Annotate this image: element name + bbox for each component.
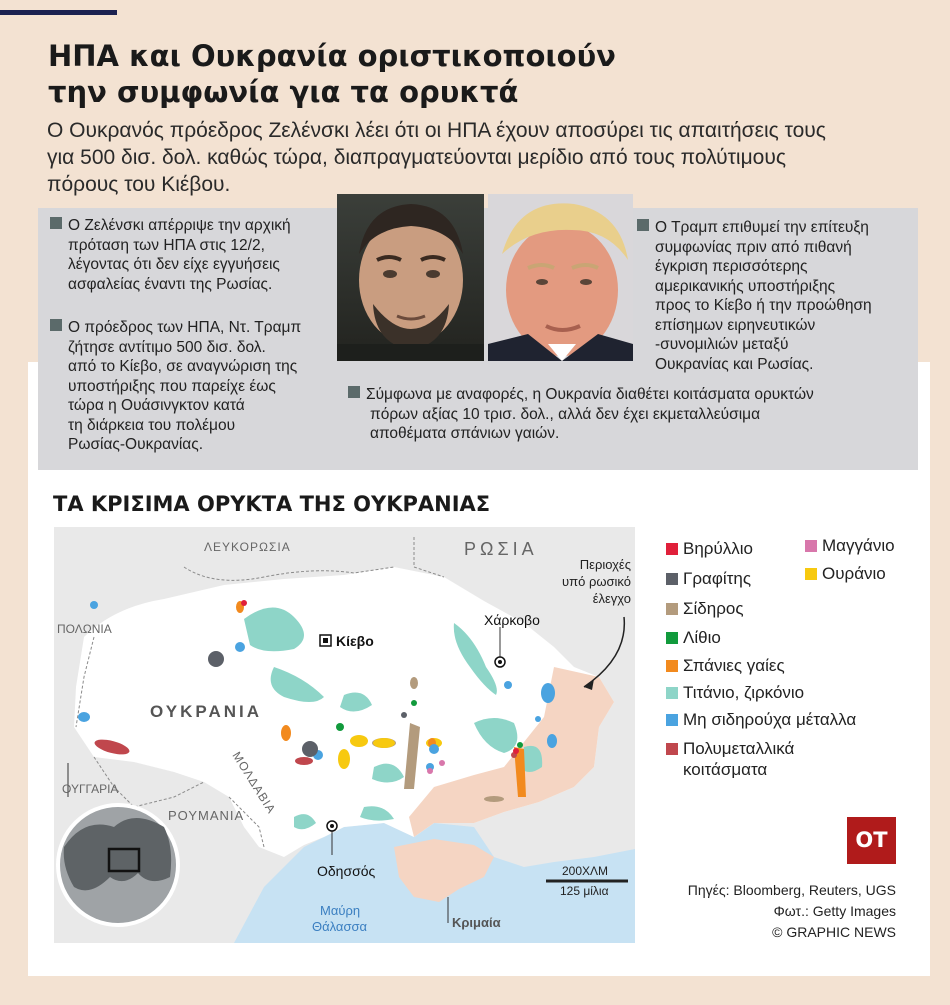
label-black-sea-1: Μαύρη <box>320 903 361 918</box>
legend-swatch <box>666 543 678 555</box>
title-line-2: την συμφωνία για τα ορυκτά <box>48 75 519 109</box>
zelensky-photo <box>337 194 484 361</box>
bullet-line: Σύμφωνα με αναφορές, η Ουκρανία διαθέτει κοιτάσματα ορυκτών <box>366 386 814 403</box>
bullet-line: τη διάρκεια του πολέμου <box>68 416 236 434</box>
label-russia: ΡΩΣΙΑ <box>464 539 538 559</box>
bullet-square-icon <box>50 217 62 229</box>
legend-label-line-1: Πολυμεταλλικά <box>683 739 795 758</box>
legend-label: Βηρύλλιο <box>683 539 753 558</box>
label-hungary: ΟΥΓΓΑΡΙΑ <box>62 782 119 796</box>
credits-photos: Φωτ.: Getty Images <box>773 903 896 919</box>
subtitle-line-3: πόρους του Κιέβου. <box>47 173 231 196</box>
legend-swatch <box>805 540 817 552</box>
legend-swatch <box>666 573 678 585</box>
label-belarus: ΛΕΥΚΟΡΩΣΙΑ <box>204 540 291 554</box>
bullet-line: Ο πρόεδρος των ΗΠΑ, Ντ. Τραμπ <box>68 319 302 336</box>
bullet-line: πόρων αξίας 10 τρισ. δολ., αλλά δεν έχει εκμεταλλεύσιμα <box>370 405 761 423</box>
scale-mi-label: 125 μίλια <box>560 884 609 898</box>
bullet-line: ζήτησε αντίτιμο 500 δισ. δολ. <box>68 338 266 356</box>
bullet-line: ασφαλείας έναντι της Ρωσίας. <box>68 275 273 293</box>
credits-sources: Πηγές: Bloomberg, Reuters, UGS <box>687 882 896 898</box>
legend-swatch <box>805 568 817 580</box>
label-kharkiv: Χάρκοβο <box>484 612 540 628</box>
subtitle-line-2: για 500 δισ. δολ. καθώς τώρα, διαπραγματεύονται μερίδιο από τους πολύτιμους <box>47 146 786 169</box>
credits-agency: © GRAPHIC NEWS <box>772 924 896 940</box>
label-romania: ΡΟΥΜΑΝΙΑ <box>168 808 245 823</box>
globe-locator <box>56 803 180 927</box>
bullet-line: αποθέματα σπάνιων γαιών. <box>370 425 560 442</box>
legend-label: Σίδηρος <box>683 599 744 618</box>
bullet-line: επίσημων ειρηνευτικών <box>655 316 816 334</box>
legend-swatch <box>666 714 678 726</box>
kharkiv-marker-icon <box>495 657 505 667</box>
label-occupied-1: Περιοχές <box>579 557 631 572</box>
bullet-line: προς το Κίεβο ή την προώθηση <box>655 297 872 314</box>
bullet-line: υποστήριξης που παρείχε έως <box>68 377 276 395</box>
credits <box>688 880 896 943</box>
label-moldova: ΜΟΛΔΑΒΙΑ <box>229 749 279 817</box>
bullet-line: έγκριση περισσότερης <box>655 258 808 275</box>
legend-label <box>683 738 794 780</box>
trump-photo <box>488 194 633 361</box>
label-crimea: Κριμαία <box>452 915 501 930</box>
bullet-line: -συνομιλιών μεταξύ <box>655 336 789 353</box>
label-kyiv: Κίεβο <box>336 633 374 649</box>
bullet-zelensky-rejected <box>50 216 330 294</box>
legend-label: Ουράνιο <box>822 564 886 583</box>
subtitle <box>47 117 917 198</box>
bullet-square-icon <box>348 386 360 398</box>
legend-swatch <box>666 743 678 755</box>
bullet-trump-deal <box>637 218 912 374</box>
bullet-line: λέγοντας ότι δεν είχε εγγυήσεις <box>68 256 280 273</box>
label-occupied-3: έλεγχο <box>592 591 631 606</box>
legend-label: Μαγγάνιο <box>822 536 895 555</box>
bullet-line: πρόταση των ΗΠΑ στις 12/2, <box>68 236 265 254</box>
label-ukraine: ΟΥΚΡΑΝΙΑ <box>150 702 262 721</box>
legend-label: Γραφίτης <box>683 569 752 588</box>
accent-bar <box>0 10 117 15</box>
legend-label-line-2: κοιτάσματα <box>683 760 768 779</box>
bullet-reserves <box>348 385 908 444</box>
bullet-line: Ρωσίας-Ουκρανίας. <box>68 436 204 453</box>
bullet-line: Ο Ζελένσκι απέρριψε την αρχική <box>68 217 291 234</box>
legend-label: Σπάνιες γαίες <box>683 656 785 675</box>
ot-logo: OT <box>847 817 896 864</box>
label-poland: ΠΟΛΩΝΙΑ <box>57 622 112 636</box>
bullet-line: Ο Τραμπ επιθυμεί την επίτευξη <box>655 219 869 236</box>
page-title <box>48 38 668 110</box>
bullet-square-icon <box>637 219 649 231</box>
bullet-line: από το Κίεβο, σε αναγνώριση της <box>68 358 298 375</box>
legend-label: Μη σιδηρούχα μέταλλα <box>683 710 857 729</box>
legend-swatch <box>666 632 678 644</box>
legend-swatch <box>666 603 678 615</box>
legend-swatch <box>666 660 678 672</box>
bullet-line: τώρα η Ουάσινγκτον κατά <box>68 397 245 414</box>
label-odesa: Οδησσός <box>317 863 376 879</box>
legend-swatch <box>666 687 678 699</box>
kyiv-marker-icon <box>320 635 331 646</box>
bullet-square-icon <box>50 319 62 331</box>
legend-label: Λίθιο <box>683 628 721 647</box>
bullet-line: συμφωνίας πριν από πιθανή <box>655 238 852 256</box>
title-line-1: ΗΠΑ και Ουκρανία οριστικοποιούν <box>48 39 616 73</box>
bullet-line: Ουκρανίας και Ρωσίας. <box>655 355 814 373</box>
odesa-marker-icon <box>327 821 337 831</box>
bullet-line: αμερικανικής υποστήριξης <box>655 277 836 295</box>
bullet-trump-demand <box>50 318 340 455</box>
label-black-sea-2: Θάλασσα <box>312 919 368 934</box>
scale-km-label: 200ΧΛΜ <box>562 864 609 878</box>
label-occupied-2: υπό ρωσικό <box>562 574 631 589</box>
minerals-map <box>54 527 635 943</box>
legend-label: Τιτάνιο, ζιρκόνιο <box>683 683 805 702</box>
map-title: ΤΑ ΚΡΙΣΙΜΑ ΟΡΥΚΤΑ ΤΗΣ ΟΥΚΡΑΝΙΑΣ <box>53 492 491 516</box>
subtitle-line-1: Ο Ουκρανός πρόεδρος Ζελένσκι λέει ότι οι ΗΠΑ έχουν αποσύρει τις απαιτήσεις τους <box>47 119 826 142</box>
